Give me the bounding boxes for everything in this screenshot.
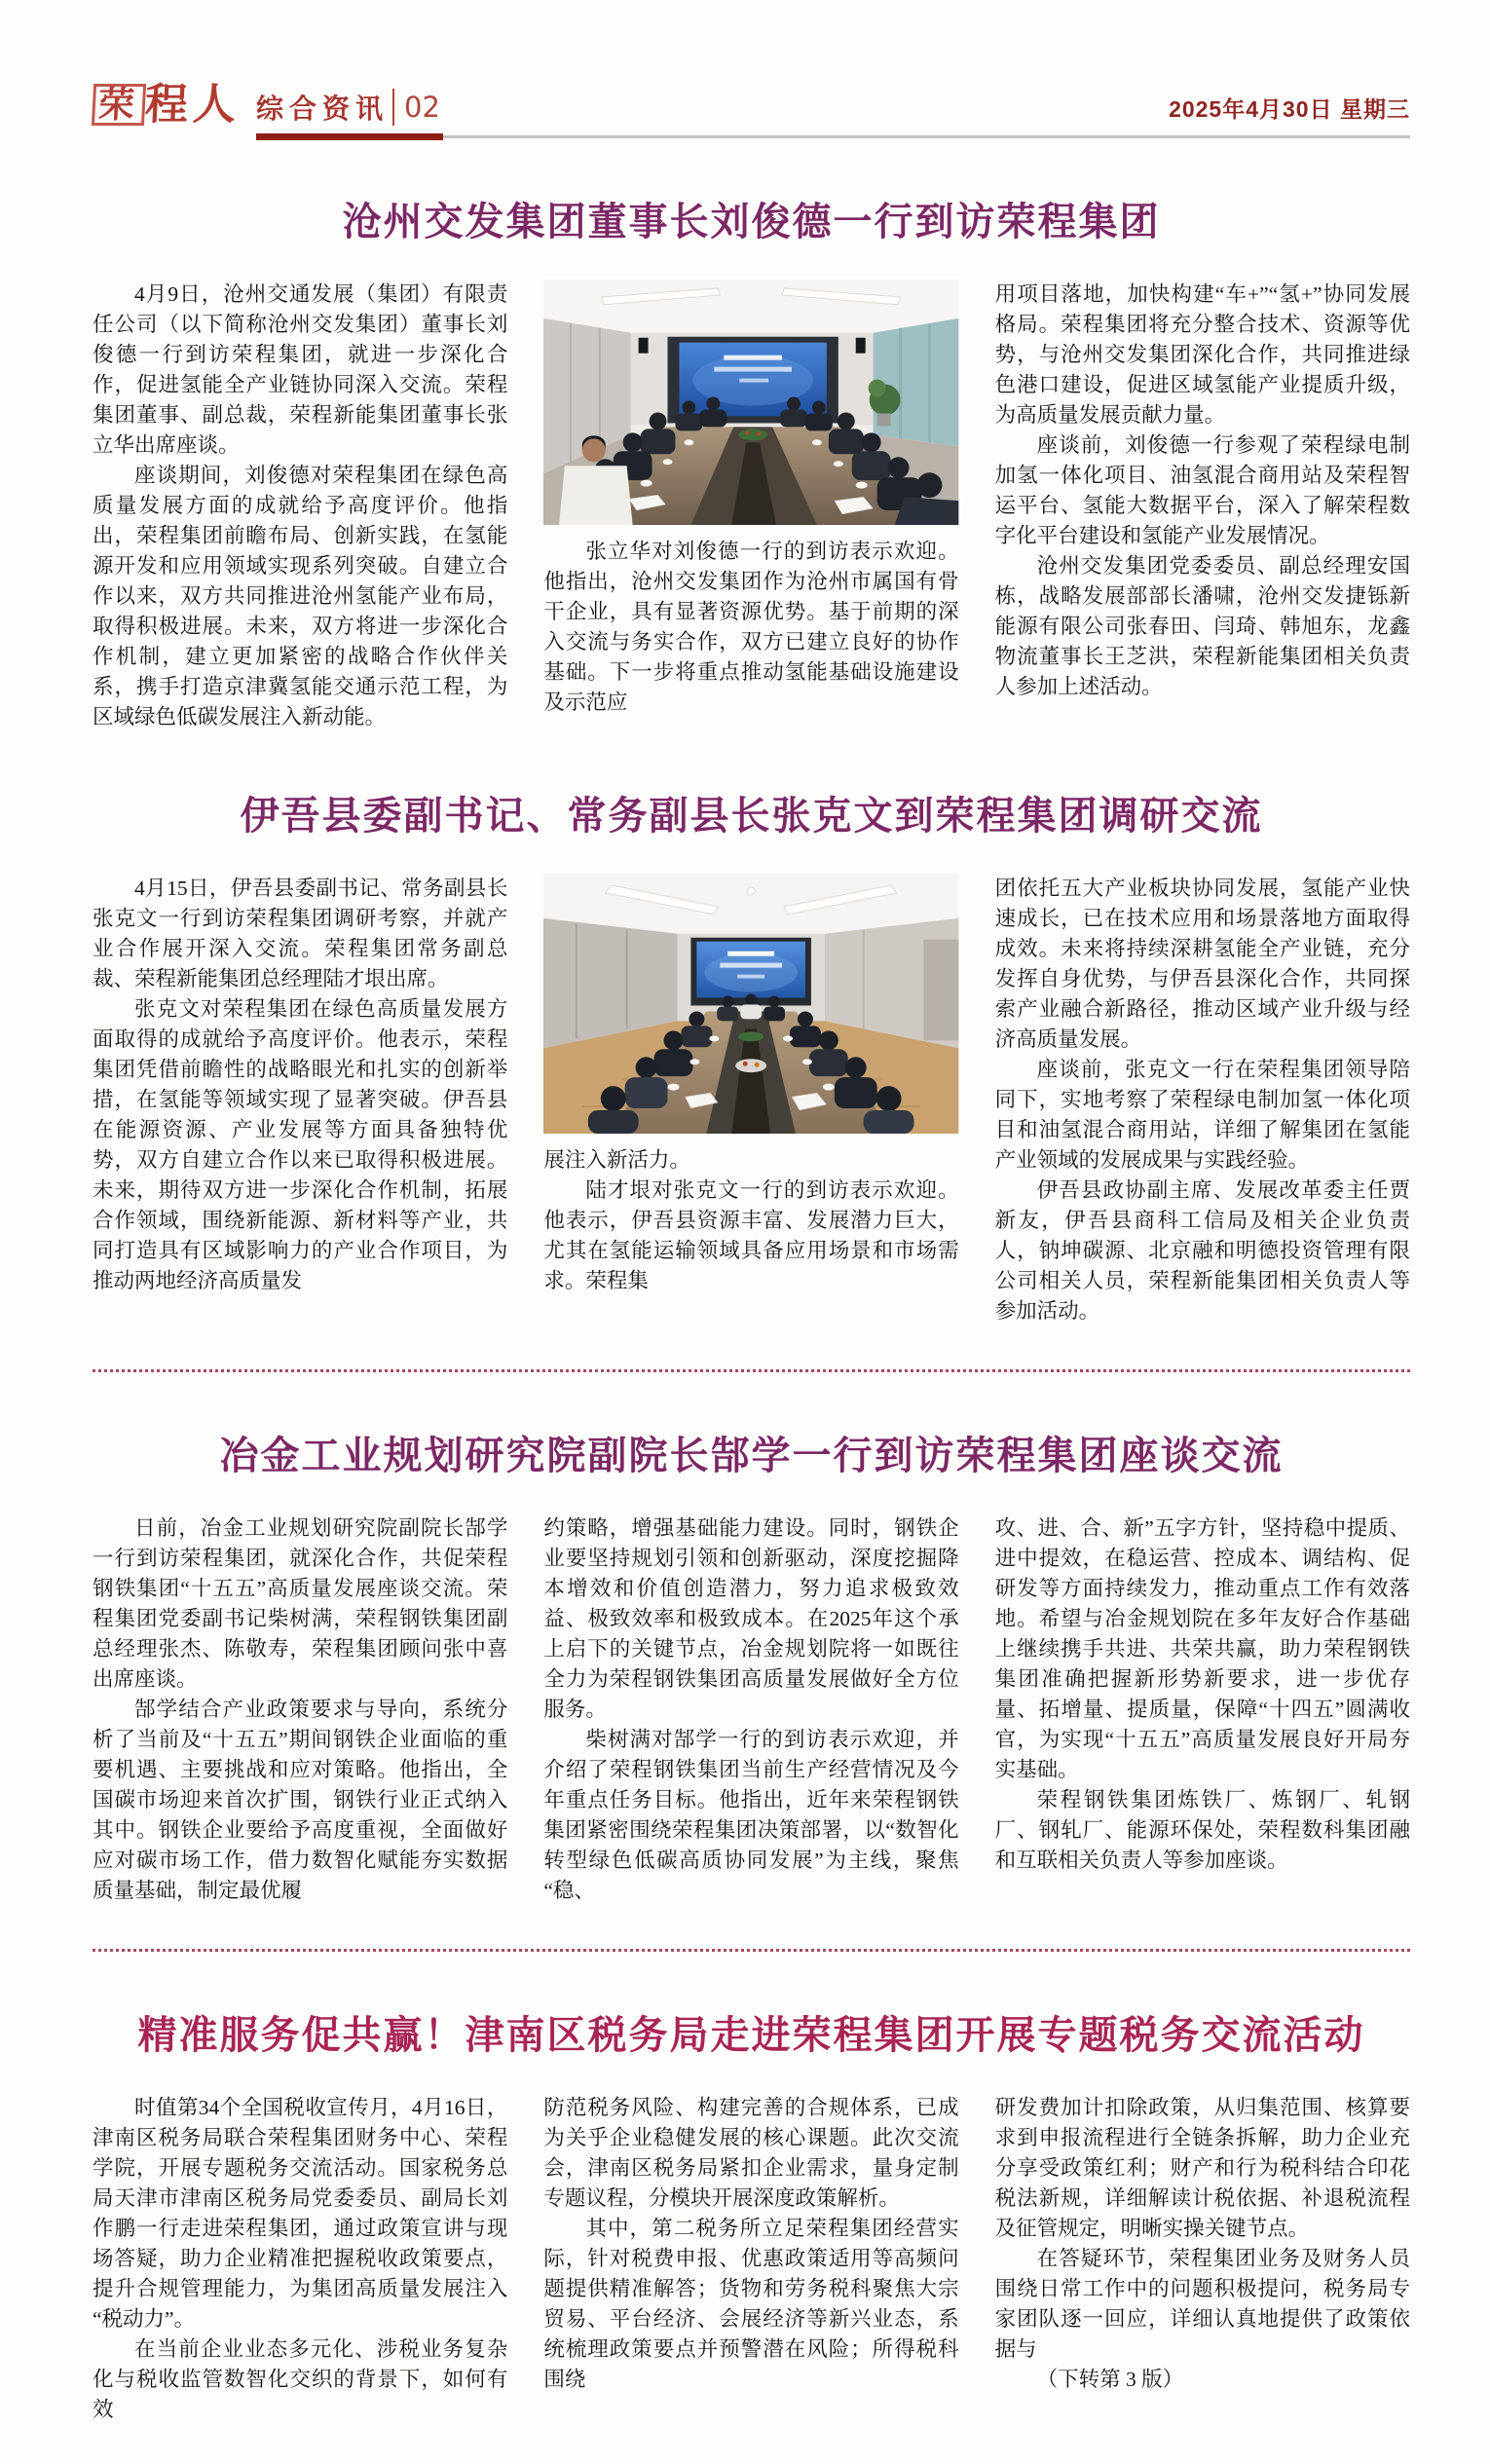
- article-tax-event: [93, 2004, 1410, 2425]
- article-title: 伊吾县委副书记、常务副县长张克文到荣程集团调研交流: [240, 795, 1263, 838]
- meeting-photo-illustration: [543, 280, 958, 525]
- masthead-rule: [256, 135, 1410, 138]
- article-column: [543, 2093, 958, 2425]
- section-divider: [93, 1369, 1410, 1372]
- article-title: 沧州交发集团董事长刘俊德一行到访荣程集团: [342, 201, 1161, 243]
- body-paragraph: 郜学结合产业政策要求与导向，系统分析了当前及“十五五”期间钢铁企业面临的重要机遇、主要挑战和应对策略。他指出，全国碳市场迎来首次扩围，钢铁行业正式纳入其中。钢铁企业要给予高度重视，全面做好应对碳市场工作，借力数智化赋能夯实数据质量基础，制定最优履: [93, 1698, 508, 1902]
- masthead-rule-accent: [256, 133, 443, 140]
- body-paragraph: 张克文对荣程集团在绿色高质量发展方面取得的成就给予高度评价。他表示，荣程集团凭借前瞻性的战略眼光和扎实的创新举措，在氢能等领域实现了显著突破。伊吾县在能源资源、产业发展等方面具备独特优势，双方自建立合作以来已取得积极进展。未来，期待双方进一步深化合作机制，拓展合作领域，围绕新能源、新材料等产业，共同打造具有区域影响力的产业合作项目，为推动两地经济高质量发: [93, 997, 508, 1292]
- body-paragraph: 研发费加计扣除政策，从归集范围、核算要求到申报流程进行全链条拆解，助力企业充分享受政策红利；财产和行为税科结合印花税法新规，详细解读计税依据、补退税流程及征管规定，明晰实操关键节点。: [994, 2096, 1410, 2240]
- article-column: [543, 280, 958, 732]
- article-title: 精准服务促共赢！津南区税务局走进荣程集团开展专题税务交流活动: [137, 2014, 1365, 2057]
- article-metallurgy-visit: [93, 1425, 1410, 1906]
- masthead: [93, 80, 1410, 138]
- body-paragraph: 4月9日，沧州交通发展（集团）有限责任公司（以下简称沧州交发集团）董事长刘俊德一行到访荣程集团，就进一步深化合作，促进氢能全产业链协同深入交流。荣程集团董事、副总裁，荣程新能集团董事长张立华出席座谈。: [93, 282, 508, 457]
- body-paragraph: 展注入新活力。: [543, 1147, 690, 1172]
- body-paragraph: 时值第34个全国税收宣传月，4月16日，津南区税务局联合荣程集团财务中心、荣程学院，开展专题税务交流活动。国家税务总局天津市津南区税务局党委委员、副局长刘作鹏一行走进荣程集团，通过政策宣讲与现场答疑，助力企业精准把握税收政策要点，提升合规管理能力，为集团高质量发展注入“税动力”。: [93, 2096, 508, 2331]
- body-paragraph: 沧州交发集团党委委员、副总经理安国栋，战略发展部部长潘啸，沧州交发捷铄新能源有限公司张春田、闫琦、韩旭东，龙鑫物流董事长王芝洪，荣程新能集团相关负责人参加上述活动。: [994, 554, 1410, 698]
- article-column: [995, 280, 1410, 732]
- meeting-photo-illustration: [543, 874, 958, 1134]
- body-paragraph: 陆才垠对张克文一行的到访表示欢迎。他表示，伊吾县资源丰富、发展潜力巨大，尤其在氢能运输领域具备应用场景和市场需求。荣程集: [543, 1177, 959, 1292]
- logo-text: 程人: [143, 80, 242, 130]
- body-paragraph: 攻、进、合、新”五字方针，坚持稳中提质、进中提效，在稳运营、控成本、调结构、促研发等方面持续发力，推动重点工作有效落地。希望与冶金规划院在多年友好合作基础上继续携手共进、共荣共赢，助力荣程钢铁集团准确把握新形势新要求，进一步优存量、拓增量、提质量，保障“十四五”圆满收官，为实现“十五五”高质量发展良好开局夯实基础。: [994, 1516, 1410, 1781]
- logo-seal-character: 荣: [92, 84, 146, 126]
- body-paragraph: 在答疑环节，荣程集团业务及财务人员围绕日常工作中的问题积极提问，税务局专家团队逐一回应，详细认真地提供了政策依据与: [994, 2247, 1410, 2361]
- newspaper-logo: [92, 80, 242, 130]
- body-paragraph: 座谈前，刘俊德一行参观了荣程绿电制加氢一体化项目、油氢混合商用站及荣程智运平台、氢能大数据平台，深入了解荣程数字化平台建设和氢能产业发展情况。: [994, 433, 1410, 547]
- issue-date: 2025年4月30日 星期三: [1169, 96, 1410, 122]
- body-paragraph: 日前，冶金工业规划研究院副院长郜学一行到访荣程集团，就深化合作，共促荣程钢铁集团“十五五”高质量发展座谈交流。荣程集团党委副书记柴树满，荣程钢铁集团副总经理张杰、陈敬寿，荣程集团顾问张中喜出席座谈。: [93, 1516, 508, 1691]
- article-column: [93, 874, 507, 1326]
- body-paragraph: 荣程钢铁集团炼铁厂、炼钢厂、轧钢厂、钢轧厂、能源环保处，荣程数科集团融和互联相关负责人等参加座谈。: [994, 1788, 1410, 1872]
- section-title: 综合资讯: [256, 93, 390, 124]
- meeting-room-photo: [543, 280, 958, 525]
- article-column: [543, 874, 958, 1326]
- article-column: [995, 874, 1410, 1326]
- page-number: 02: [404, 90, 440, 124]
- section-divider-line: [392, 89, 394, 126]
- body-paragraph: 约策略，增强基础能力建设。同时，钢铁企业要坚持规划引领和创新驱动，深度挖掘降本增效和价值创造潜力，努力追求极致效益、极致效率和极致成本。在2025年这个承上启下的关键节点，冶金规划院将一如既往全力为荣程钢铁集团高质量发展做好全方位服务。: [543, 1516, 959, 1721]
- body-paragraph: 伊吾县政协副主席、发展改革委主任贾新友，伊吾县商科工信局及相关企业负责人，钠坤碳源、北京融和明德投资管理有限公司相关人员，荣程新能集团相关负责人等参加活动。: [994, 1178, 1410, 1323]
- section-block: [256, 88, 440, 127]
- body-paragraph: 座谈前，张克文一行在荣程集团领导陪同下，实地考察了荣程绿电制加氢一体化项目和油氢混合商用站，详细了解集团在氢能产业领域的发展成果与实践经验。: [994, 1058, 1410, 1172]
- body-paragraph: 团依托五大产业板块协同发展，氢能产业快速成长，已在技术应用和场景落地方面取得成效。未来将持续深耕氢能全产业链，充分发挥自身优势，与伊吾县深化合作，共同探索产业融合新路径，推动区域产业升级与经济高质量发展。: [994, 877, 1410, 1051]
- body-paragraph: 其中，第二税务所立足荣程集团经营实际，针对税费申报、优惠政策适用等高频问题提供精准解答；货物和劳务税科聚焦大宗贸易、平台经济、会展经济等新兴业态，系统梳理政策要点并预警潜在风险；所得税科围绕: [543, 2217, 959, 2391]
- body-paragraph: 张立华对刘俊德一行的到访表示欢迎。他指出，沧州交发集团作为沧州市属国有骨干企业，具有显著资源优势。基于前期的深入交流与务实合作，双方已建立良好的协作基础。下一步将重点推动氢能基础设施建设及示范应: [543, 540, 959, 714]
- article-column: [93, 1513, 507, 1906]
- article-column: [995, 1513, 1410, 1906]
- article-column: [93, 2093, 507, 2425]
- continuation-note: （下转第 3 版）: [1036, 2368, 1184, 2391]
- article-column: [93, 280, 507, 732]
- body-paragraph: 防范税务风险、构建完善的合规体系，已成为关乎企业稳健发展的核心课题。此次交流会，津南区税务局紧扣企业需求，量身定制专题议程，分模块开展深度政策解析。: [543, 2096, 959, 2210]
- body-paragraph: 在当前企业业态多元化、涉税业务复杂化与税收监管数智化交织的背景下，如何有效: [93, 2337, 508, 2421]
- meeting-room-photo: [543, 874, 958, 1134]
- body-paragraph: 柴树满对郜学一行的到访表示欢迎，并介绍了荣程钢铁集团当前生产经营情况及今年重点任务目标。他指出，近年来荣程钢铁集团紧密围绕荣程集团决策部署，以“数智化转型绿色低碳高质协同发展”为主线，聚焦“稳、: [543, 1728, 959, 1902]
- body-paragraph: 座谈期间，刘俊德对荣程集团在绿色高质量发展方面的成就给予高度评价。他指出，荣程集团前瞻布局、创新实践，在氢能源开发和应用领域实现系列突破。自建立合作以来，双方共同推进沧州氢能产业布局，取得积极进展。未来，双方将进一步深化合作机制，建立更加紧密的战略合作伙伴关系，携手打造京津冀氢能交通示范工程，为区域绿色低碳发展注入新动能。: [93, 464, 508, 728]
- article-column: [543, 1513, 958, 1906]
- section-divider: [93, 1949, 1410, 1952]
- article-cangzhou-visit: [93, 191, 1410, 732]
- body-paragraph: 4月15日，伊吾县委副书记、常务副县长张克文一行到访荣程集团调研考察，并就产业合作展开深入交流。荣程集团常务副总裁、荣程新能集团总经理陆才垠出席。: [93, 877, 508, 990]
- article-title: 冶金工业规划研究院副院长郜学一行到访荣程集团座谈交流: [219, 1435, 1284, 1477]
- article-column: [995, 2093, 1410, 2425]
- article-yiwu-visit: [93, 785, 1410, 1326]
- body-paragraph: 用项目落地，加快构建“车+”“氢+”协同发展格局。荣程集团将充分整合技术、资源等优势，与沧州交发集团深化合作，共同推进绿色港口建设，促进区域氢能产业提质升级，为高质量发展贡献力量。: [994, 282, 1410, 427]
